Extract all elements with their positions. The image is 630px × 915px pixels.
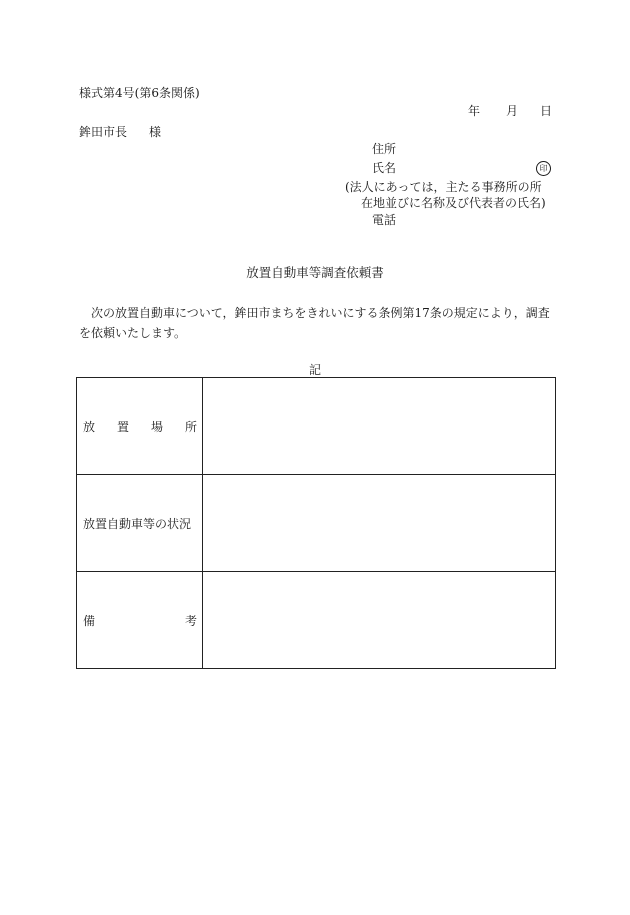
name-label: 氏名	[372, 161, 397, 175]
ki-label: 記	[308, 363, 321, 377]
remarks-label	[77, 572, 203, 669]
label-char: 考	[184, 613, 197, 628]
label-char: 置	[116, 419, 129, 434]
date-day-label: 日	[540, 104, 553, 118]
location-label	[77, 378, 203, 475]
vehicle-status-label-text: 放置自動車等の状況	[83, 516, 192, 531]
phone-label: 電話	[372, 213, 397, 227]
document-title: 放置自動車等調査依頼書	[246, 265, 384, 280]
addressee	[79, 125, 161, 139]
vehicle-status-label	[77, 475, 203, 572]
label-char: 放	[83, 419, 96, 434]
label-char: 所	[184, 419, 197, 434]
date-year-label: 年	[468, 104, 481, 118]
request-table	[76, 377, 556, 669]
corporate-note-line2: 在地並びに名称及び代表者の氏名)	[361, 196, 546, 210]
body-text: 次の放置自動車について，鉾田市まちをきれいにする条例第17条の規定により，調査を依頼いたします。	[79, 306, 550, 340]
date-month-label: 月	[506, 104, 519, 118]
label-char: 備	[83, 613, 96, 628]
table-row	[77, 572, 556, 669]
form-number: 様式第4号(第6条関係)	[79, 86, 200, 100]
location-value-cell[interactable]	[203, 378, 556, 475]
addressee-name: 鉾田市長	[79, 125, 128, 139]
table-row	[77, 475, 556, 572]
corporate-note-line1: (法人にあっては，主たる事務所の所	[345, 180, 542, 194]
addressee-suffix: 様	[149, 125, 162, 139]
address-label: 住所	[372, 142, 397, 156]
seal-mark: 印	[536, 161, 551, 176]
remarks-value-cell[interactable]	[203, 572, 556, 669]
vehicle-status-value-cell[interactable]	[203, 475, 556, 572]
label-char: 場	[150, 419, 163, 434]
table-row	[77, 378, 556, 475]
